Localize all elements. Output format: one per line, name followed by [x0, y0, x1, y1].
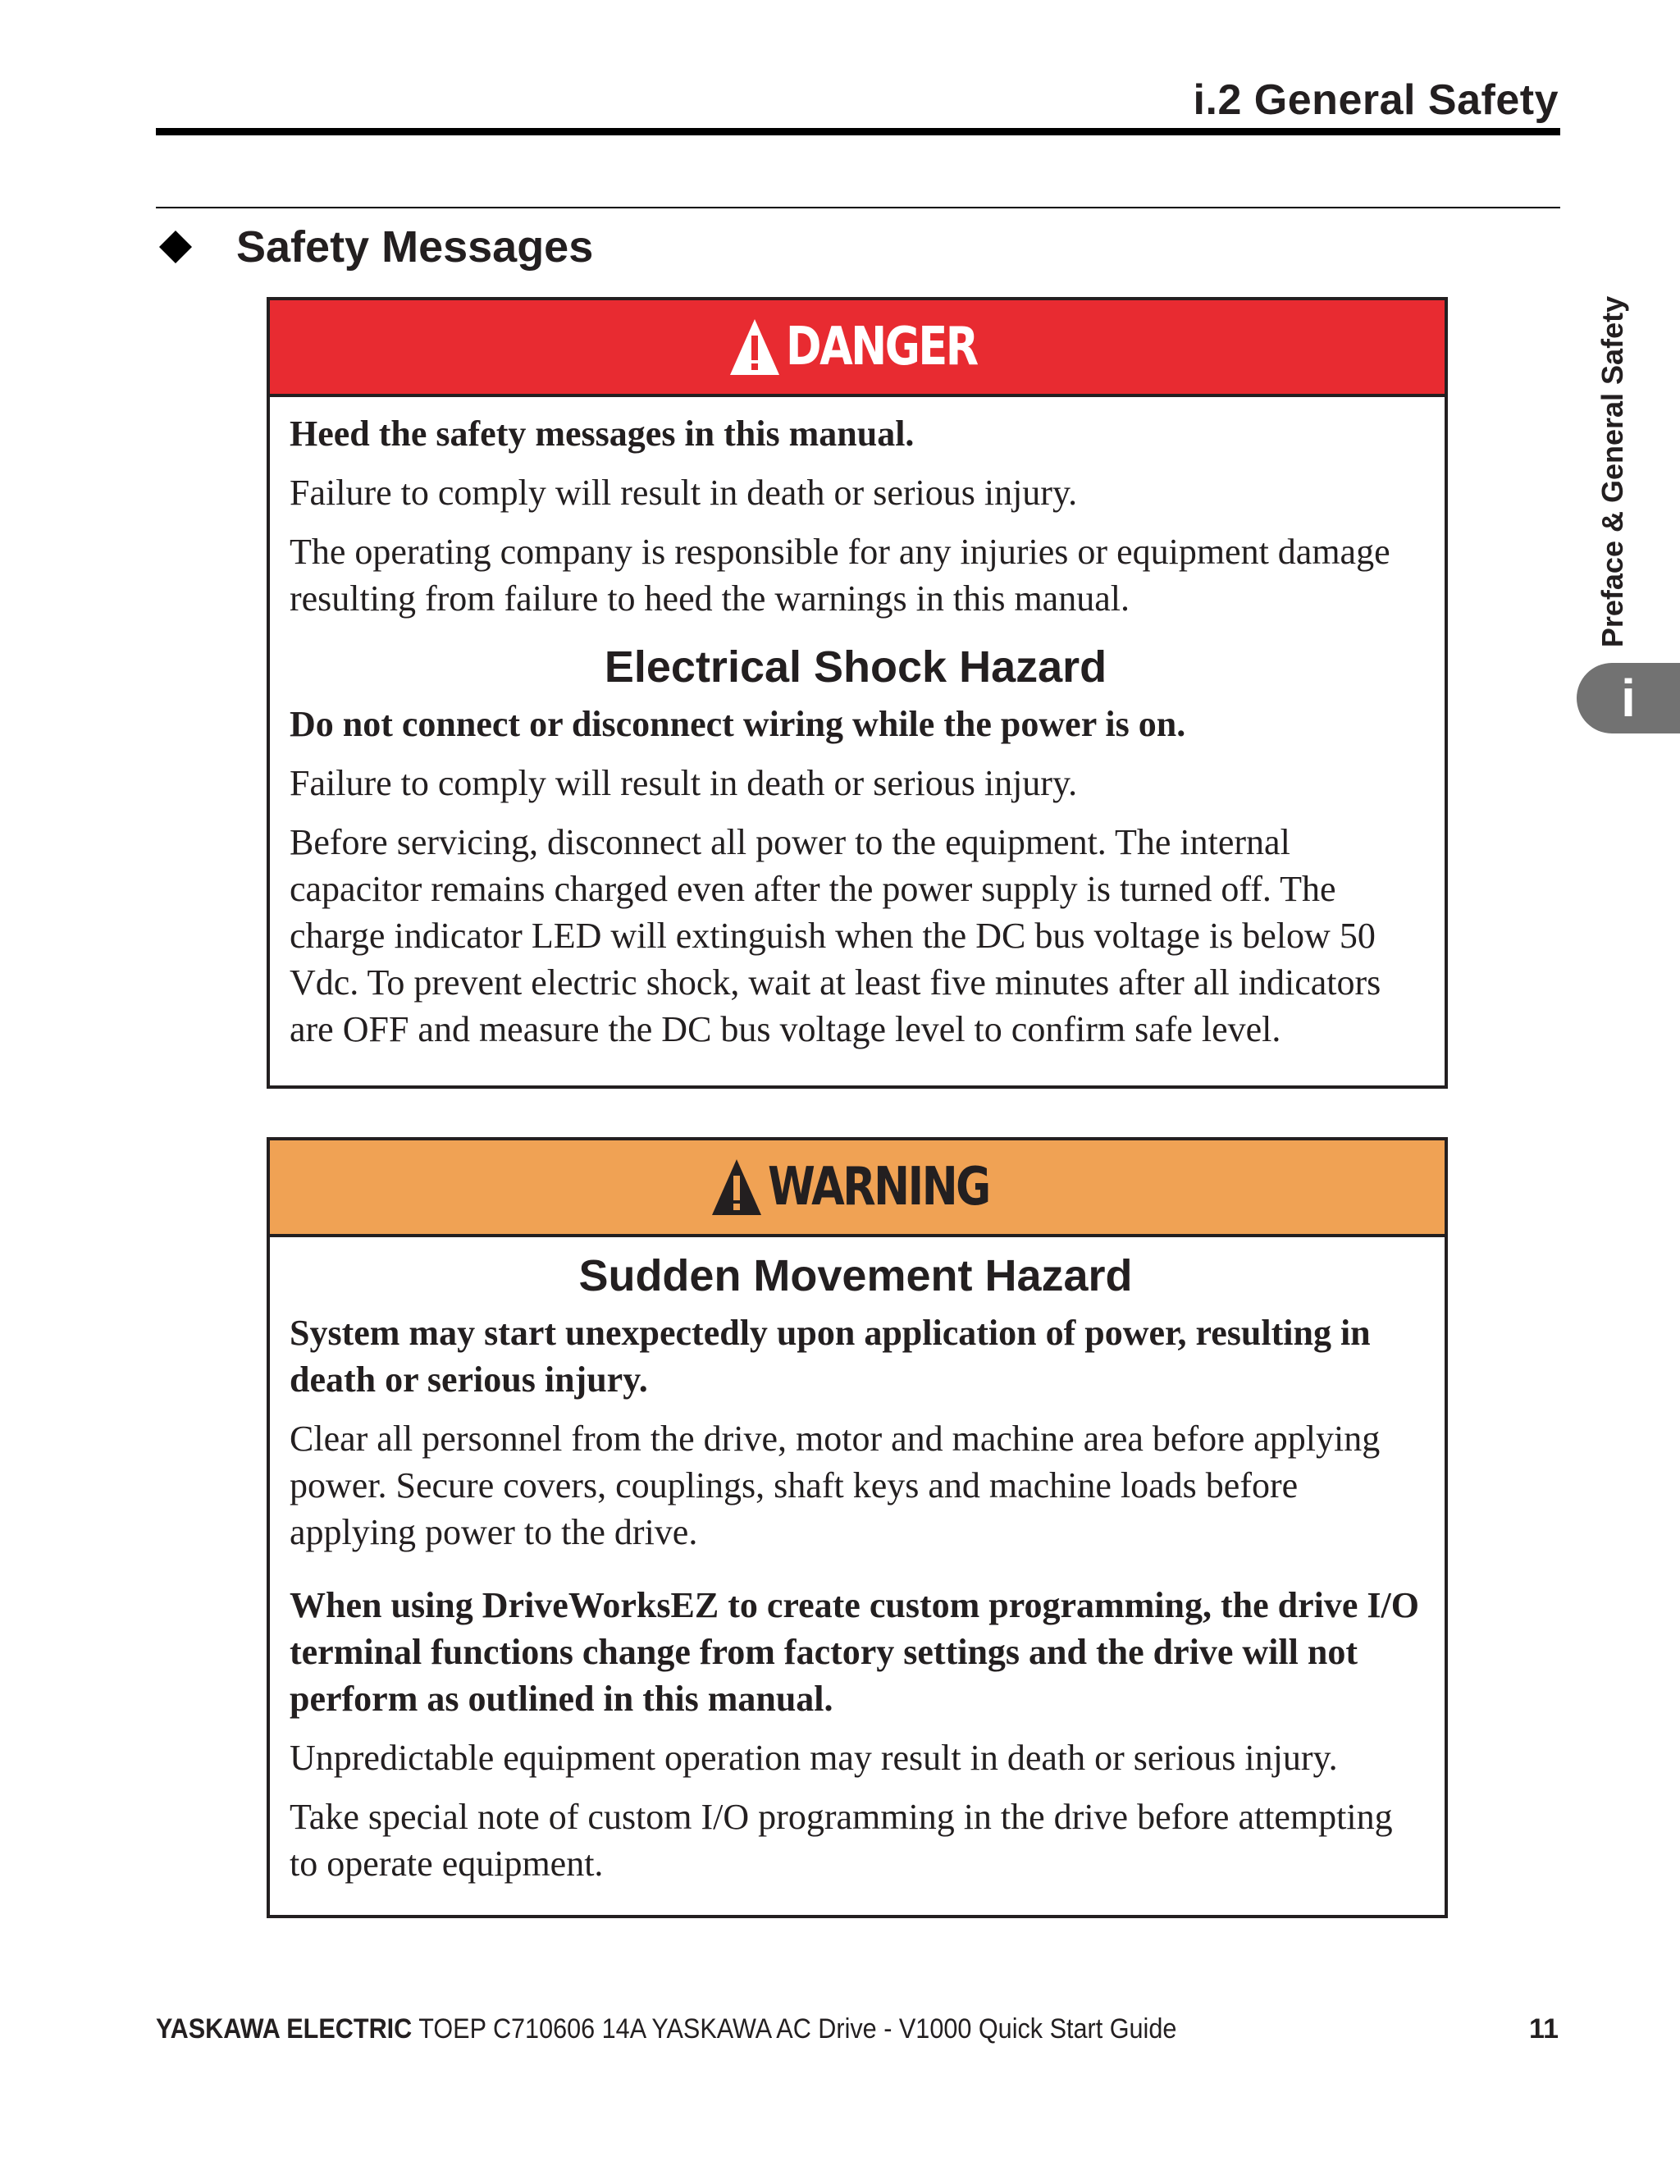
page-number: 11	[1529, 2013, 1559, 2045]
shock-consequence: Failure to comply will result in death or serious injury.	[290, 763, 1078, 803]
driveworksez-instruction: When using DriveWorksEZ to create custom programming, the drive I/O terminal functions change from factory settings and the drive will not perform as outlined in this manual.	[290, 1585, 1419, 1719]
warning-triangle-icon	[728, 318, 781, 377]
sudden-movement-hazard-title: Sudden Movement Hazard	[578, 1251, 1133, 1300]
danger-heading: Heed the safety messages in this manual.	[290, 413, 915, 454]
electrical-shock-hazard-title: Electrical Shock Hazard	[604, 642, 1107, 692]
header-rule	[156, 128, 1560, 135]
danger-label: DANGER	[786, 317, 977, 377]
section-heading	[156, 220, 593, 274]
side-tab-badge: i	[1577, 663, 1680, 733]
danger-responsibility: The operating company is responsible for any injuries or equipment damage resulting from failure to heed the warnings in this manual.	[290, 532, 1390, 619]
danger-box	[267, 297, 1448, 1089]
footer-doc-title: TOEP C710606 14A YASKAWA AC Drive - V1000 Quick Start Guide	[412, 2013, 1177, 2045]
danger-content	[270, 410, 1445, 1053]
warning-banner	[270, 1140, 1445, 1237]
warning-label: WARNING	[767, 1157, 989, 1218]
danger-consequence: Failure to comply will result in death or serious injury.	[290, 473, 1078, 513]
section-divider	[156, 207, 1560, 208]
driveworksez-consequence: Unpredictable equipment operation may result in death or serious injury.	[290, 1738, 1338, 1778]
warning-content	[270, 1249, 1445, 1887]
movement-details: Clear all personnel from the drive, motor and machine area before applying power. Secure covers, couplings, shaft keys and machine loads before applying power to the drive.	[290, 1419, 1381, 1552]
footer-brand: YASKAWA ELECTRIC	[156, 2013, 413, 2045]
movement-instruction: System may start unexpectedly upon application of power, resulting in death or serious injury.	[290, 1313, 1371, 1400]
driveworksez-note: Take special note of custom I/O programming in the drive before attempting to operate equipment.	[290, 1797, 1393, 1884]
shock-instruction: Do not connect or disconnect wiring while the power is on.	[290, 704, 1186, 744]
warning-triangle-icon	[710, 1158, 763, 1217]
side-tab-label: Preface & General Safety	[1596, 295, 1630, 648]
footer-text	[156, 2013, 1176, 2045]
danger-banner	[270, 300, 1445, 397]
diamond-bullet-icon	[159, 231, 192, 263]
page-section-title: i.2 General Safety	[1193, 76, 1559, 124]
section-title: Safety Messages	[236, 222, 594, 272]
shock-details: Before servicing, disconnect all power to the equipment. The internal capacitor remains charged even after the power supply is turned off. The charge indicator LED will extinguish when the DC bus voltage is below 50 Vdc. To prevent electric shock, wait at least five minutes after all indicators are OFF and measure the DC bus voltage level to confirm safe level.	[290, 822, 1381, 1049]
warning-box	[267, 1137, 1448, 1918]
